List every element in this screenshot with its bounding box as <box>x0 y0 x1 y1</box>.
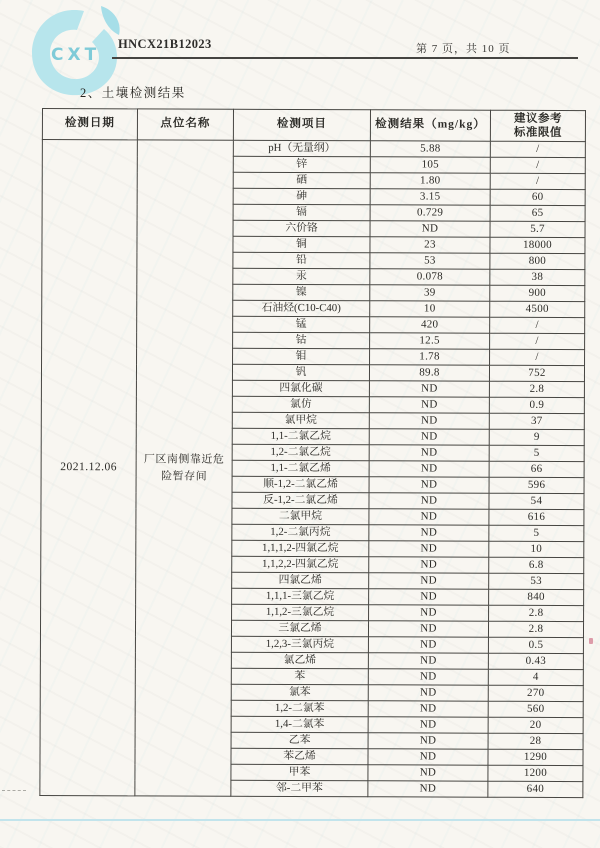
item-cell: 氯乙烯 <box>231 652 368 669</box>
result-cell: ND <box>368 781 488 797</box>
item-cell: 乙苯 <box>231 732 368 749</box>
item-cell: 汞 <box>233 268 370 285</box>
limit-cell: 37 <box>489 413 584 429</box>
item-cell: 反-1,2-二氯乙烯 <box>232 492 369 509</box>
scan-artifact-smudge <box>2 790 26 791</box>
col-header-result: 检测结果（mg/kg） <box>370 110 490 141</box>
item-cell: 镍 <box>233 284 370 301</box>
item-cell: 铅 <box>233 252 370 269</box>
item-cell: 砷 <box>233 188 370 205</box>
item-cell: 氯甲烷 <box>232 412 369 429</box>
item-cell: 1,1,2-三氯乙烷 <box>232 604 369 621</box>
result-cell: ND <box>369 381 489 397</box>
section-title: 2、土壤检测结果 <box>80 86 186 100</box>
limit-cell: / <box>490 157 585 173</box>
limit-cell: 66 <box>489 461 584 477</box>
limit-cell: 840 <box>489 589 584 605</box>
result-cell: ND <box>369 477 489 493</box>
result-cell: 420 <box>370 317 490 333</box>
item-cell: 1,4-二氯苯 <box>231 716 368 733</box>
limit-cell: 5 <box>489 445 584 461</box>
result-cell: ND <box>370 221 490 237</box>
col-header-location: 点位名称 <box>137 109 233 140</box>
result-cell: ND <box>369 461 489 477</box>
item-cell: 1,2,3-三氯丙烷 <box>231 636 368 653</box>
col-header-limit-line1: 建议参考 <box>513 112 562 125</box>
result-cell: 53 <box>370 253 490 269</box>
result-cell: ND <box>369 429 489 445</box>
item-cell: 三氯乙烯 <box>231 620 368 637</box>
col-header-limit <box>490 110 585 141</box>
limit-cell: 18000 <box>490 237 585 253</box>
result-cell: ND <box>369 525 489 541</box>
limit-cell: 616 <box>489 509 584 525</box>
col-header-date: 检测日期 <box>42 109 137 140</box>
result-cell: 5.88 <box>370 141 490 157</box>
limit-cell: 1200 <box>488 765 583 781</box>
item-cell: 六价铬 <box>233 220 370 237</box>
result-cell: 105 <box>370 157 490 173</box>
result-cell: ND <box>368 669 488 685</box>
limit-cell: 900 <box>490 285 585 301</box>
item-cell: 四氯化碳 <box>232 380 369 397</box>
limit-cell: 0.5 <box>488 637 583 653</box>
location-cell: 厂区南侧靠近危险暂存间 <box>135 140 234 796</box>
results-tbody <box>40 140 586 798</box>
result-cell: 23 <box>370 237 490 253</box>
result-cell: 1.80 <box>370 173 490 189</box>
item-cell: 邻-二甲苯 <box>231 780 368 797</box>
item-cell: 钴 <box>233 332 370 349</box>
item-cell: 苯乙烯 <box>231 748 368 765</box>
limit-cell: / <box>490 317 585 333</box>
document-number: HNCX21B12023 <box>118 37 212 51</box>
limit-cell: 596 <box>489 477 584 493</box>
results-table-wrapper <box>39 108 586 798</box>
result-cell: ND <box>369 557 489 573</box>
limit-cell: 9 <box>489 429 584 445</box>
result-cell: ND <box>368 685 488 701</box>
limit-cell: 10 <box>489 541 584 557</box>
result-cell: ND <box>368 733 488 749</box>
logo-text: CXT <box>51 45 101 65</box>
limit-cell: 53 <box>489 573 584 589</box>
result-cell: ND <box>368 701 488 717</box>
item-cell: 氯仿 <box>232 396 369 413</box>
limit-cell: 5.7 <box>490 221 585 237</box>
limit-cell: / <box>490 173 585 189</box>
result-cell: 0.729 <box>370 205 490 221</box>
limit-cell: 800 <box>490 253 585 269</box>
limit-cell: 54 <box>489 493 584 509</box>
result-cell: ND <box>368 749 488 765</box>
limit-cell: 6.8 <box>489 557 584 573</box>
item-cell: 苯 <box>231 668 368 685</box>
result-cell: ND <box>368 653 488 669</box>
limit-cell: 4 <box>488 669 583 685</box>
header-divider-line <box>112 57 578 59</box>
limit-cell: / <box>490 349 585 365</box>
limit-cell: 65 <box>490 205 585 221</box>
item-cell: 钒 <box>232 364 369 381</box>
item-cell: 1,2-二氯丙烷 <box>232 524 369 541</box>
item-cell: 二氯甲烷 <box>232 508 369 525</box>
item-cell: 1,1,1,2-四氯乙烷 <box>232 540 369 557</box>
item-cell: 甲苯 <box>231 764 368 781</box>
limit-cell: 752 <box>489 365 584 381</box>
limit-cell: 560 <box>488 701 583 717</box>
page-number-info: 第 7 页，共 10 页 <box>416 43 511 55</box>
result-cell: 39 <box>370 285 490 301</box>
table-header-row <box>42 109 585 142</box>
result-cell: 12.5 <box>370 333 490 349</box>
date-cell: 2021.12.06 <box>40 140 138 796</box>
item-cell: 1,1,2,2-四氯乙烷 <box>232 556 369 573</box>
result-cell: ND <box>369 397 489 413</box>
item-cell: 钼 <box>233 348 370 365</box>
item-cell: 顺-1,2-二氯乙烯 <box>232 476 369 493</box>
limit-cell: 2.8 <box>489 381 584 397</box>
limit-cell: 270 <box>488 685 583 701</box>
result-cell: ND <box>368 637 488 653</box>
result-cell: ND <box>369 605 489 621</box>
item-cell: 锌 <box>233 156 370 173</box>
item-cell: 1,1-二氯乙烷 <box>232 428 369 445</box>
limit-cell: 640 <box>488 781 583 797</box>
result-cell: ND <box>369 509 489 525</box>
result-cell: ND <box>368 765 488 781</box>
result-cell: ND <box>369 573 489 589</box>
item-cell: pH（无量纲） <box>233 140 370 157</box>
item-cell: 锰 <box>233 316 370 333</box>
limit-cell: 4500 <box>490 301 585 317</box>
item-cell: 1,2-二氯乙烷 <box>232 444 369 461</box>
item-cell: 硒 <box>233 172 370 189</box>
limit-cell: 0.9 <box>489 397 584 413</box>
result-cell: 1.78 <box>370 349 490 365</box>
item-cell: 铜 <box>233 236 370 253</box>
item-cell: 1,1-二氯乙烯 <box>232 460 369 477</box>
result-cell: 10 <box>370 301 490 317</box>
limit-cell: 20 <box>488 717 583 733</box>
limit-cell: 5 <box>489 525 584 541</box>
limit-cell: 60 <box>490 189 585 205</box>
item-cell: 1,1,1-三氯乙烷 <box>232 588 369 605</box>
limit-cell: 2.8 <box>488 621 583 637</box>
limit-cell: 0.43 <box>488 653 583 669</box>
result-cell: 89.8 <box>369 365 489 381</box>
limit-cell: 1290 <box>488 749 583 765</box>
item-cell: 氯苯 <box>231 684 368 701</box>
result-cell: ND <box>369 445 489 461</box>
result-cell: ND <box>369 493 489 509</box>
result-cell: 0.078 <box>370 269 490 285</box>
result-cell: ND <box>369 589 489 605</box>
item-cell: 镉 <box>233 204 370 221</box>
result-cell: ND <box>368 717 488 733</box>
limit-cell: / <box>490 333 585 349</box>
col-header-limit-line2: 标准限值 <box>513 126 562 139</box>
limit-cell: 28 <box>488 733 583 749</box>
footer-divider-line <box>0 819 600 821</box>
limit-cell: / <box>490 141 585 157</box>
result-cell: ND <box>368 621 488 637</box>
result-cell: ND <box>369 413 489 429</box>
limit-cell: 38 <box>490 269 585 285</box>
result-cell: 3.15 <box>370 189 490 205</box>
scan-artifact-mark <box>589 638 593 644</box>
item-cell: 1,2-二氯苯 <box>231 700 368 717</box>
item-cell: 石油烃(C10-C40) <box>233 300 370 317</box>
soil-results-table <box>39 108 586 798</box>
result-cell: ND <box>369 541 489 557</box>
col-header-item: 检测项目 <box>233 109 370 141</box>
table-header <box>42 109 585 142</box>
item-cell: 四氯乙烯 <box>232 572 369 589</box>
limit-cell: 2.8 <box>489 605 584 621</box>
table-row <box>42 140 585 158</box>
